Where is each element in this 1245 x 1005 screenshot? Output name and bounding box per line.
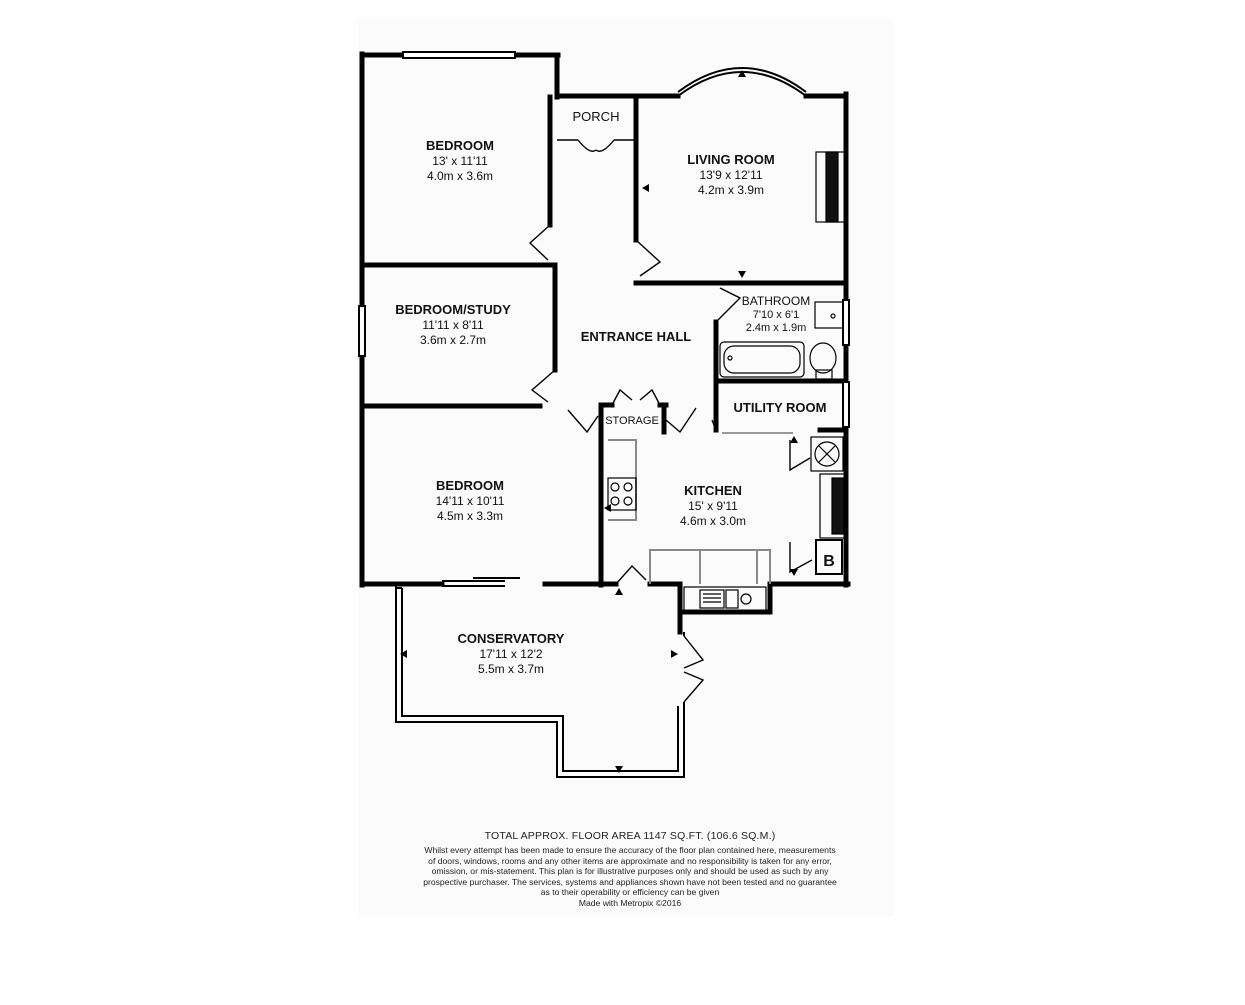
bedroom2-name: BEDROOM <box>436 478 504 493</box>
hall-name: ENTRANCE HALL <box>580 329 692 344</box>
bedroom1-metric: 4.0m x 3.6m <box>426 169 494 183</box>
made-with-credit: Made with Metropix ©2016 <box>578 897 682 908</box>
bedroom1-door <box>530 225 550 260</box>
utility-name: UTILITY ROOM <box>733 400 827 415</box>
study-metric: 3.6m x 2.7m <box>419 333 487 347</box>
disclaimer-line: Whilst every attempt has been made to ensure the accuracy of the floor plan contained here, measurements <box>424 845 836 855</box>
kitchen-worktop-bottom <box>650 550 770 584</box>
study-window <box>359 306 365 356</box>
kitchen-metric: 4.6m x 3.0m <box>679 514 747 528</box>
basin-icon <box>815 302 843 328</box>
conservatory-metric: 5.5m x 3.7m <box>477 662 545 676</box>
bathroom-door <box>716 288 740 322</box>
doors <box>530 140 812 702</box>
plan-footer <box>380 830 880 909</box>
utility-window <box>843 382 849 427</box>
bedroom2-metric: 4.5m x 3.3m <box>436 509 504 523</box>
bathroom-imperial: 7'10 x 6'1 <box>752 309 800 321</box>
study-imperial: 11'11 x 8'11 <box>422 318 484 332</box>
kitchen-imperial: 15' x 9'11 <box>688 499 738 513</box>
disclaimer-line: as to their operability or efficiency can be given <box>540 887 720 898</box>
hob-icon <box>608 478 636 510</box>
room-labels <box>395 109 826 676</box>
bath-icon <box>720 342 804 377</box>
kitchen-worktop-left <box>608 440 636 520</box>
conservatory-outline-outer <box>396 584 684 777</box>
conservatory-imperial: 17'11 x 12'2 <box>479 647 543 661</box>
bathroom-window <box>843 300 849 345</box>
kitchen-name: KITCHEN <box>684 483 742 498</box>
disclaimer-line: omission, or mis-statement. This plan is for illustrative purposes only and should be used as such by any <box>431 866 829 877</box>
disclaimer-line: prospective purchaser. The services, systems and appliances shown have not been tested and no guarantee <box>423 876 837 887</box>
bedroom1-imperial: 13' x 11'11 <box>432 154 488 168</box>
conservatory-name: CONSERVATORY <box>457 631 565 646</box>
conservatory-outline-inner <box>402 588 678 771</box>
sink-icon <box>684 587 766 611</box>
boiler-label: B <box>823 553 835 570</box>
bathroom-name: BATHROOM <box>741 294 811 308</box>
storage-name: STORAGE <box>605 415 659 427</box>
study-name: BEDROOM/STUDY <box>395 302 511 317</box>
bedroom1-name: BEDROOM <box>426 138 494 153</box>
kitchen-door <box>666 408 696 432</box>
bedroom-window <box>403 52 515 58</box>
living-door <box>636 240 660 276</box>
living-metric: 4.2m x 3.9m <box>697 183 765 197</box>
toilet-icon <box>810 343 836 373</box>
total-floor-area: TOTAL APPROX. FLOOR AREA 1147 SQ.FT. (106.6 SQ.M.) <box>484 830 776 842</box>
disclaimer-line: of doors, windows, rooms and any other items are approximate and no responsibility is taken for any error, <box>428 855 832 866</box>
study-door <box>532 370 555 402</box>
bedroom2-imperial: 14'11 x 10'11 <box>435 494 505 508</box>
bedroom2-door <box>568 410 598 432</box>
bathroom-metric: 2.4m x 1.9m <box>745 322 807 334</box>
porch-name: PORCH <box>572 109 620 124</box>
living-imperial: 13'9 x 12'11 <box>699 168 763 182</box>
living-name: LIVING ROOM <box>687 152 775 167</box>
conservatory-french-door <box>684 636 703 668</box>
